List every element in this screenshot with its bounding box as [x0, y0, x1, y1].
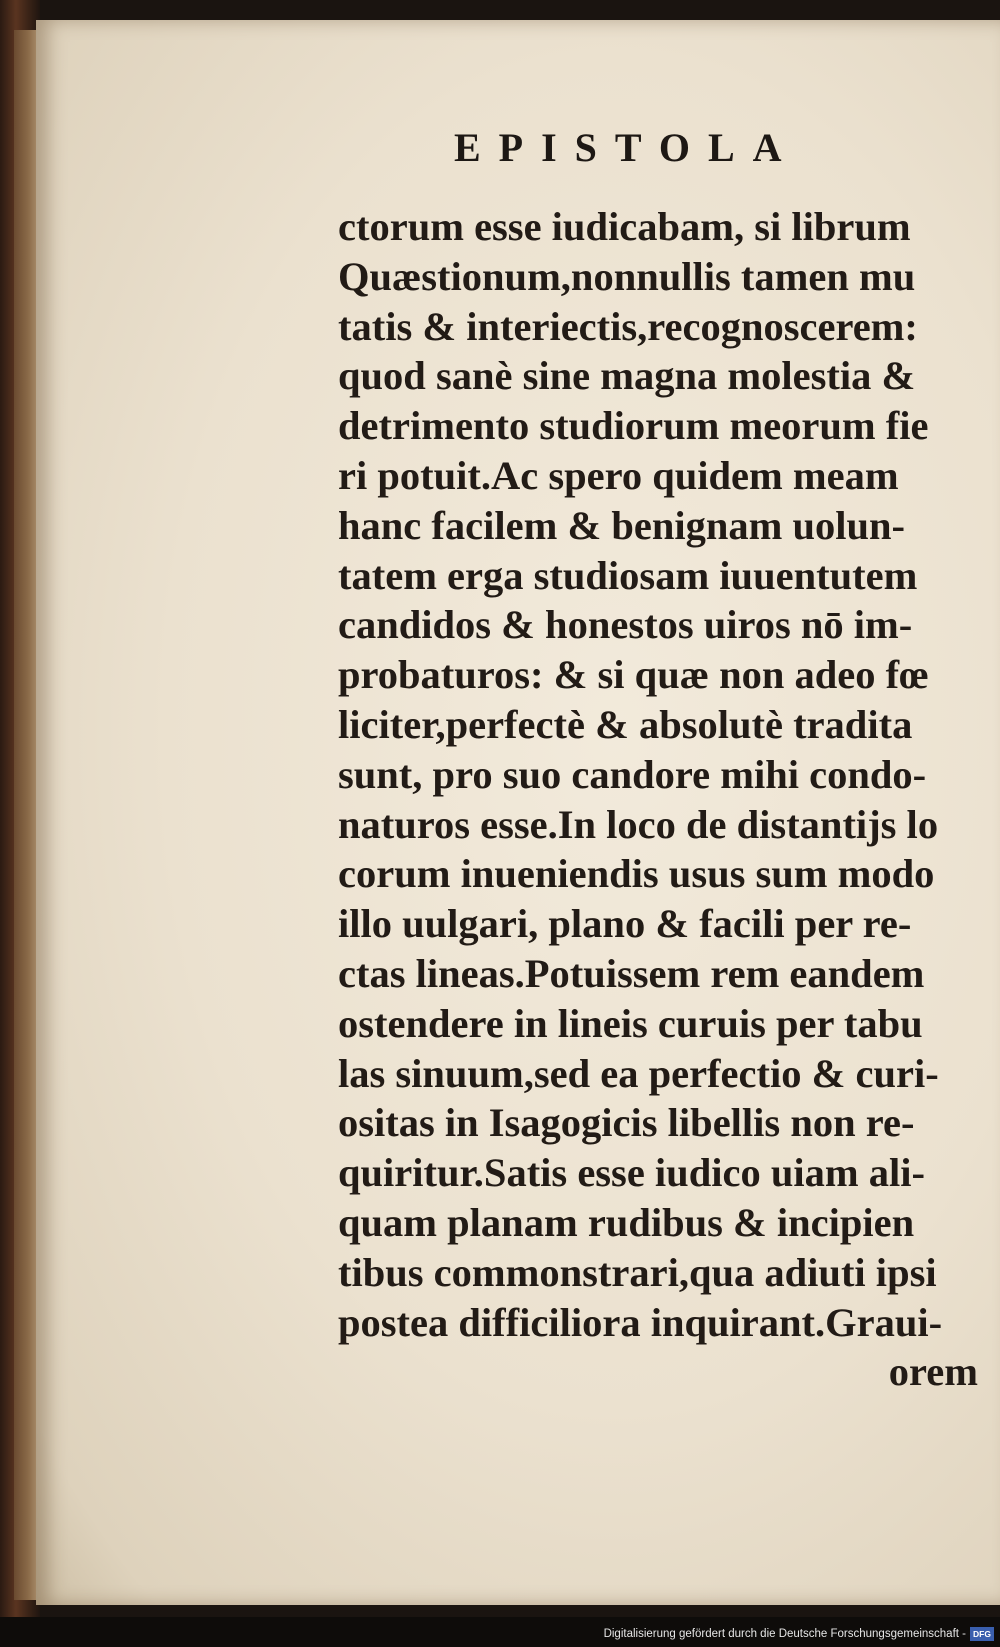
text-line: tatem erga studiosam iuuentutem	[338, 552, 918, 598]
text-line: liciter,perfectè & absolutè tradita	[338, 701, 913, 747]
text-line: quiritur.Satis esse iudico uiam ali-	[338, 1150, 925, 1196]
text-line: las sinuum,sed ea perfectio & curi-	[338, 1050, 939, 1096]
text-line: ctas lineas.Potuissem rem eandem	[338, 950, 925, 996]
text-line: tibus commonstrari,qua adiuti ipsi	[338, 1249, 937, 1295]
digitization-credit: Digitalisierung gefördert durch die Deutsche Forschungsgemeinschaft -	[603, 1628, 966, 1640]
catchword: orem	[888, 1349, 978, 1395]
dfg-logo: DFG	[970, 1627, 994, 1641]
text-line: candidos & honestos uiros nō im-	[338, 602, 913, 648]
text-line: tatis & interiectis,recognoscerem:	[338, 303, 918, 349]
text-line: quod sanè sine magna molestia &	[338, 353, 916, 399]
running-head: EPISTOLA	[454, 125, 800, 170]
text-line: ri potuit.Ac spero quidem meam	[338, 452, 899, 498]
text-line: quam planam rudibus & incipien	[338, 1199, 915, 1245]
text-line: naturos esse.In loco de distantijs lo	[338, 801, 939, 847]
text-line: ostendere in lineis curuis per tabu	[338, 1000, 923, 1046]
text-line: illo uulgari, plano & facili per re-	[338, 901, 912, 947]
book-page	[36, 20, 1000, 1605]
text-line: probaturos: & si quæ non adeo fœ	[338, 652, 929, 698]
text-block	[338, 202, 978, 1397]
text-line: postea difficiliora inquirant.Graui-	[338, 1299, 943, 1345]
text-line: Quæstionum,nonnullis tamen mu	[338, 253, 916, 299]
text-line: ctorum esse iudicabam, si librum	[338, 204, 911, 249]
text-line: ositas in Isagogicis libellis non re-	[338, 1100, 915, 1146]
text-line: corum inueniendis usus sum modo	[338, 851, 935, 897]
text-line: sunt, pro suo candore mihi condo-	[338, 751, 927, 797]
text-line: hanc facilem & benignam uolun-	[338, 502, 906, 548]
text-line: detrimento studiorum meorum fie	[338, 403, 929, 449]
